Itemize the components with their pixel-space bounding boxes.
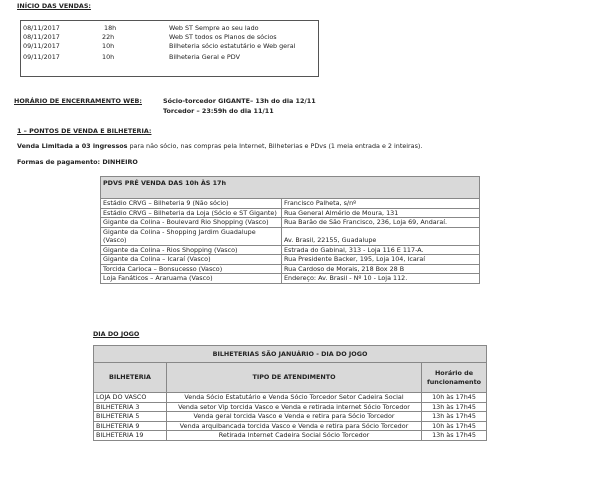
pdv-place: Estádio CRVG – Bilheteria 9 (Não sócio)	[101, 199, 282, 209]
sale-date: 09/11/2017	[23, 53, 60, 61]
web-close-line1: Sócio-torcedor GIGANTE– 13h do dia 12/11	[163, 97, 316, 105]
pdv-row	[101, 264, 480, 274]
pdv-address: Rua General Almério de Moura, 131	[282, 208, 480, 218]
pdv-place: Estádio CRVG – Bilheteria da Loja (Sócio e ST Gigante)	[101, 208, 282, 218]
service-type: Venda setor Vip torcida Vasco e Venda e retirada internet Sócio Torcedor	[167, 402, 422, 412]
game-day-title: DIA DO JOGO	[93, 330, 140, 338]
pdv-address: Francisco Palheta, s/nº	[282, 199, 480, 209]
pdv-row	[101, 227, 480, 245]
pdv-place: Gigante da Colina – Icaraí (Vasco)	[101, 255, 282, 265]
game-row	[94, 402, 487, 412]
pdv-row	[101, 199, 480, 209]
sale-time: 18h	[104, 24, 117, 32]
service-type: Venda Sócio Estatutário e Venda Sócio Torcedor Setor Cadeira Social	[167, 393, 422, 403]
pdv-address: Rua Presidente Backer, 195, Loja 104, Icaraí	[282, 255, 480, 265]
sale-date: 09/11/2017	[23, 42, 60, 50]
pdv-row	[101, 274, 480, 284]
pdv-place: Gigante da Colina - Rios Shopping (Vasco)	[101, 245, 282, 255]
pdv-row	[101, 245, 480, 255]
sales-start-box	[20, 20, 319, 77]
pdv-address: Estrada do Gabinal, 313 - Loja 116 E 117-A.	[282, 245, 480, 255]
pdv-table-title: PDVS PRÉ VENDA DAS 10h ÀS 17h	[101, 177, 480, 199]
sale-time: 10h	[102, 53, 115, 61]
hours: 10h às 17h45	[422, 421, 487, 431]
pdv-row	[101, 208, 480, 218]
pdv-place: Torcida Carioca – Bonsucesso (Vasco)	[101, 264, 282, 274]
game-row	[94, 421, 487, 431]
limit-text	[17, 142, 422, 150]
header-booth: BILHETERIA	[94, 363, 167, 393]
hours: 10h às 17h45	[422, 393, 487, 403]
sale-desc: Bilheteria Geral e PDV	[169, 53, 240, 61]
game-table-title: BILHETERIAS SÃO JANUÁRIO - DIA DO JOGO	[94, 346, 487, 363]
sale-date: 08/11/2017	[23, 24, 60, 32]
booth: BILHETERIA 3	[94, 402, 167, 412]
limit-rest: para não sócio, nas compras pela Internet, Bilheterias e PDvs (1 meia entrada e 2 inteiras).	[127, 142, 423, 150]
booth: BILHETERIA 19	[94, 431, 167, 441]
pdv-place: Gigante da Colina - Shopping Jardim Guadalupe (Vasco)	[101, 227, 282, 245]
pdv-table	[100, 176, 480, 284]
web-close-line2: Torcedor – 23:59h do dia 11/11	[163, 107, 274, 115]
web-close-label: HORÁRIO DE ENCERRAMENTO WEB:	[14, 97, 142, 105]
hours: 13h às 17h45	[422, 412, 487, 422]
pdv-row	[101, 218, 480, 228]
hours: 13h às 17h45	[422, 402, 487, 412]
pdv-address: Av. Brasil, 22155, Guadalupe	[282, 227, 480, 245]
header-type: TIPO DE ATENDIMENTO	[167, 363, 422, 393]
sale-desc: Web ST todos os Planos de sócios	[169, 33, 277, 41]
sale-desc: Bilheteria sócio estatutário e Web geral	[169, 42, 296, 50]
payment-text: Formas de pagamento: DINHEIRO	[17, 158, 138, 166]
game-row	[94, 431, 487, 441]
booth: LOJA DO VASCO	[94, 393, 167, 403]
pdv-address: Endereço: Av. Brasil - Nº 10 - Loja 112.	[282, 274, 480, 284]
limit-bold: Venda Limitada a 03 ingressos	[17, 142, 128, 150]
pdv-place: Loja Fanáticos – Araruama (Vasco)	[101, 274, 282, 284]
sales-start-title: INÍCIO DAS VENDAS:	[17, 2, 91, 10]
sale-time: 10h	[102, 42, 115, 50]
booth: BILHETERIA 5	[94, 412, 167, 422]
pdv-place: Gigante da Colina - Boulevard Rio Shopping (Vasco)	[101, 218, 282, 228]
header-hours: Horário de funcionamento	[422, 363, 487, 393]
booth: BILHETERIA 9	[94, 421, 167, 431]
service-type: Retirada Internet Cadeira Social Sócio Torcedor	[167, 431, 422, 441]
hours: 13h às 17h45	[422, 431, 487, 441]
game-row	[94, 412, 487, 422]
pdv-address: Rua Cardoso de Morais, 218 Box 28 B	[282, 264, 480, 274]
game-day-table	[93, 345, 487, 441]
section1-title: 1 – PONTOS DE VENDA E BILHETERIA:	[17, 127, 152, 135]
sale-desc: Web ST Sempre ao seu lado	[169, 24, 259, 32]
pdv-address: Rua Barão de São Francisco, 236, Loja 69, Andaraí.	[282, 218, 480, 228]
pdv-row	[101, 255, 480, 265]
game-row	[94, 393, 487, 403]
service-type: Venda geral torcida Vasco e Venda e retira para Sócio Torcedor	[167, 412, 422, 422]
sale-date: 08/11/2017	[23, 33, 60, 41]
sale-time: 22h	[102, 33, 115, 41]
service-type: Venda arquibancada torcida Vasco e Venda e retira para Sócio Torcedor	[167, 421, 422, 431]
